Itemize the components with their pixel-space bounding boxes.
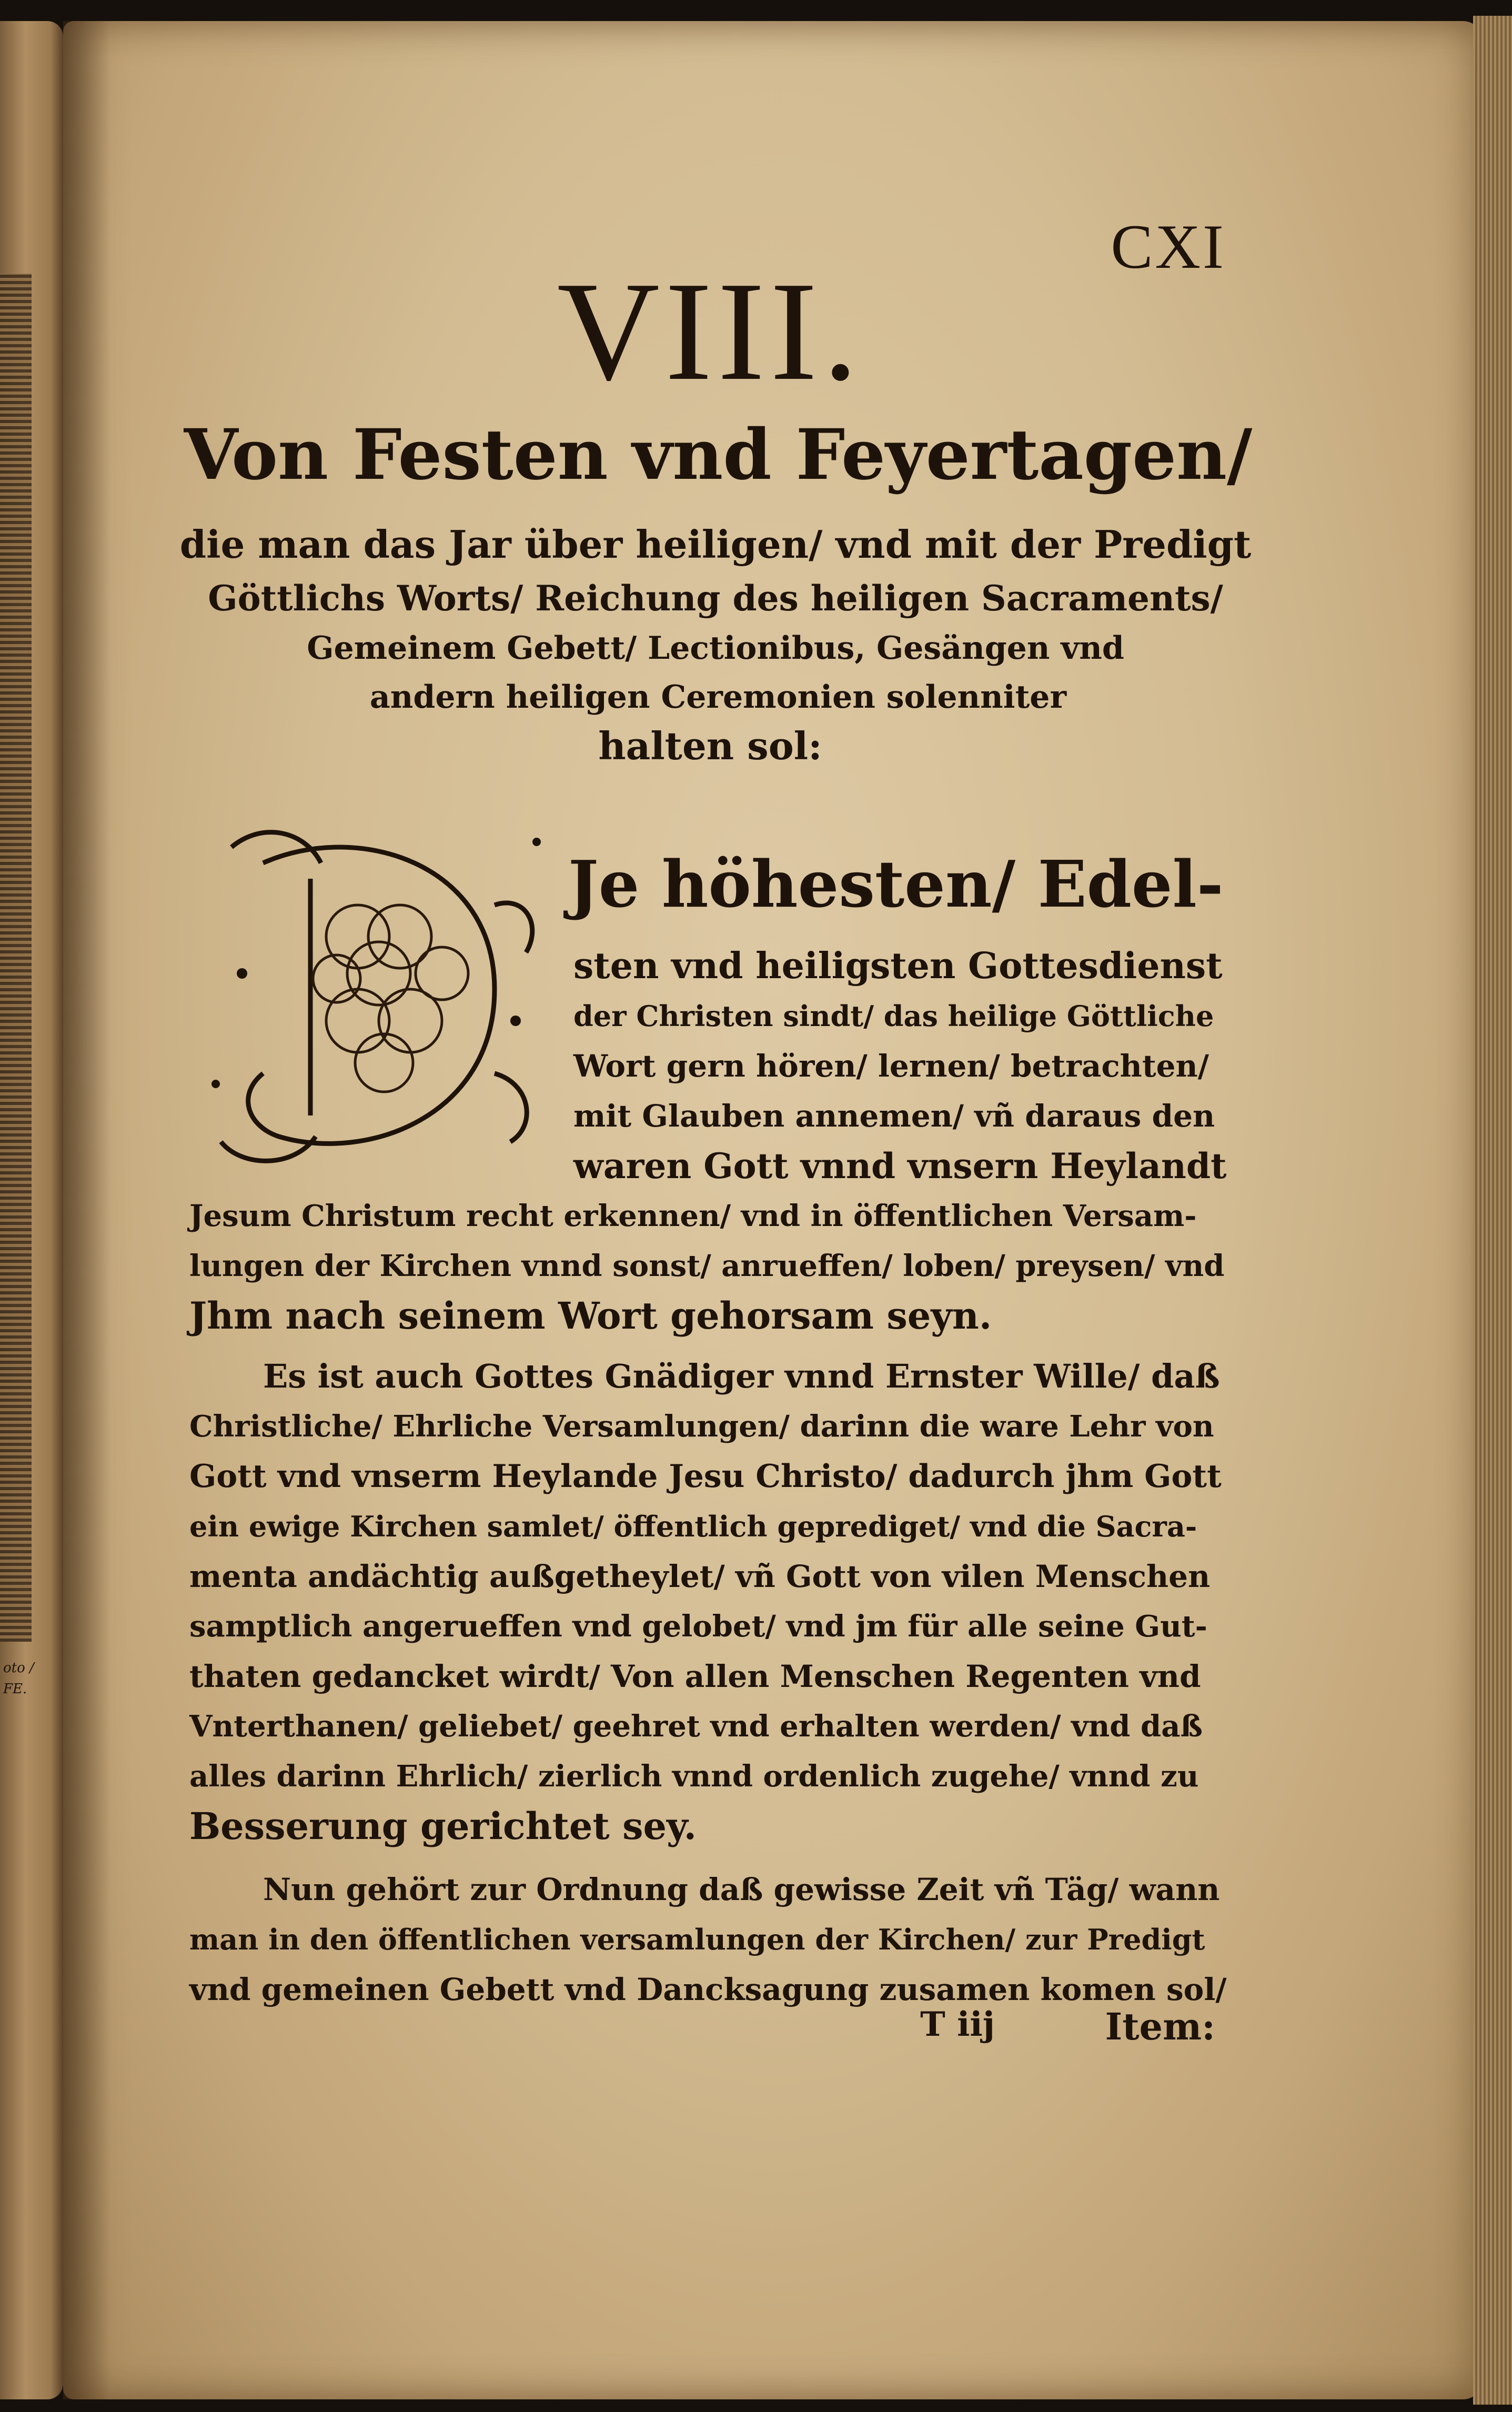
paragraph-line: man in den öffentlichen versamlungen der Kirchen/ zur Predigt: [189, 1923, 1205, 1956]
paragraph-line: Gott vnd vnserm Heylande Jesu Christo/ dadurch jhm Gott: [189, 1458, 1222, 1495]
catchword: Item:: [1105, 2005, 1215, 2048]
facing-page-note: oto / FE.: [3, 1660, 34, 1697]
page-gutter: [63, 21, 110, 2399]
paragraph-line: sten vnd heiligsten Gottesdienst: [573, 945, 1223, 987]
paragraph-line: der Christen sindt/ das heilige Göttliche: [573, 999, 1214, 1033]
chapter-subtitle-line: halten sol:: [598, 723, 822, 768]
paragraph-line: Jesum Christum recht erkennen/ vnd in öffentlichen Versam-: [189, 1199, 1197, 1233]
paragraph-line: thaten gedancket wirdt/ Von allen Menschen Regenten vnd: [189, 1659, 1201, 1694]
paragraph-line: Jhm nach seinem Wort gehorsam seyn.: [189, 1294, 992, 1338]
signature-mark: T iij: [920, 2005, 995, 2044]
paragraph-line: waren Gott vnnd vnsern Heylandt: [573, 1145, 1227, 1187]
paragraph-line: samptlich angerueffen vnd gelobet/ vnd jm für alle seine Gut-: [189, 1609, 1207, 1644]
decorated-initial: [200, 800, 568, 1179]
paragraph-line: mit Glauben annemen/ vñ daraus den: [573, 1098, 1215, 1134]
paragraph-line: ein ewige Kirchen samlet/ öffentlich geprediget/ vnd die Sacra-: [189, 1510, 1197, 1543]
folio-number: CXI: [1111, 212, 1226, 282]
paragraph-line: vnd gemeinen Gebett vnd Dancksagung zusamen komen sol/: [189, 1972, 1227, 2007]
paragraph-line: Wort gern hören/ lernen/ betrachten/: [573, 1048, 1209, 1084]
paragraph-line: Besserung gerichtet sey.: [189, 1804, 697, 1848]
chapter-subtitle-line: Göttlichs Worts/ Reichung des heiligen Sacraments/: [208, 578, 1223, 619]
paragraph-line: Christliche/ Ehrliche Versamlungen/ darinn die ware Lehr von: [189, 1409, 1214, 1444]
paragraph-line: Es ist auch Gottes Gnädiger vnnd Ernster Wille/ daß: [263, 1357, 1220, 1395]
paragraph-line: menta andächtig außgetheylet/ vñ Gott von vilen Menschen: [189, 1559, 1211, 1594]
chapter-subtitle-line: die man das Jar über heiligen/ vnd mit der Predigt: [179, 522, 1252, 567]
paragraph-line: Vnterthanen/ geliebet/ geehret vnd erhalten werden/ vnd daß: [189, 1709, 1203, 1744]
paragraph-line: alles darinn Ehrlich/ zierlich vnnd ordenlich zugehe/ vnnd zu: [189, 1759, 1199, 1794]
paragraph-line: lungen der Kirchen vnnd sonst/ anrueffen/ loben/ preysen/ vnd: [189, 1249, 1225, 1283]
facing-page-engraving: [0, 274, 32, 1642]
chapter-subtitle-line: andern heiligen Ceremonien solenniter: [369, 679, 1067, 716]
decorated-initial-d-icon: [200, 800, 568, 1179]
paragraph-line: Nun gehört zur Ordnung daß gewisse Zeit vñ Täg/ wann: [263, 1872, 1220, 1907]
paragraph-first-line: Je höhesten/ Edel-: [568, 846, 1224, 922]
chapter-subtitle-line: Gemeinem Gebett/ Lectionibus, Gesängen vnd: [307, 630, 1124, 667]
page-edge-stack: [1473, 16, 1512, 2405]
chapter-title: Von Festen vnd Feyertagen/: [184, 414, 1253, 496]
chapter-number: VIII.: [557, 253, 864, 410]
